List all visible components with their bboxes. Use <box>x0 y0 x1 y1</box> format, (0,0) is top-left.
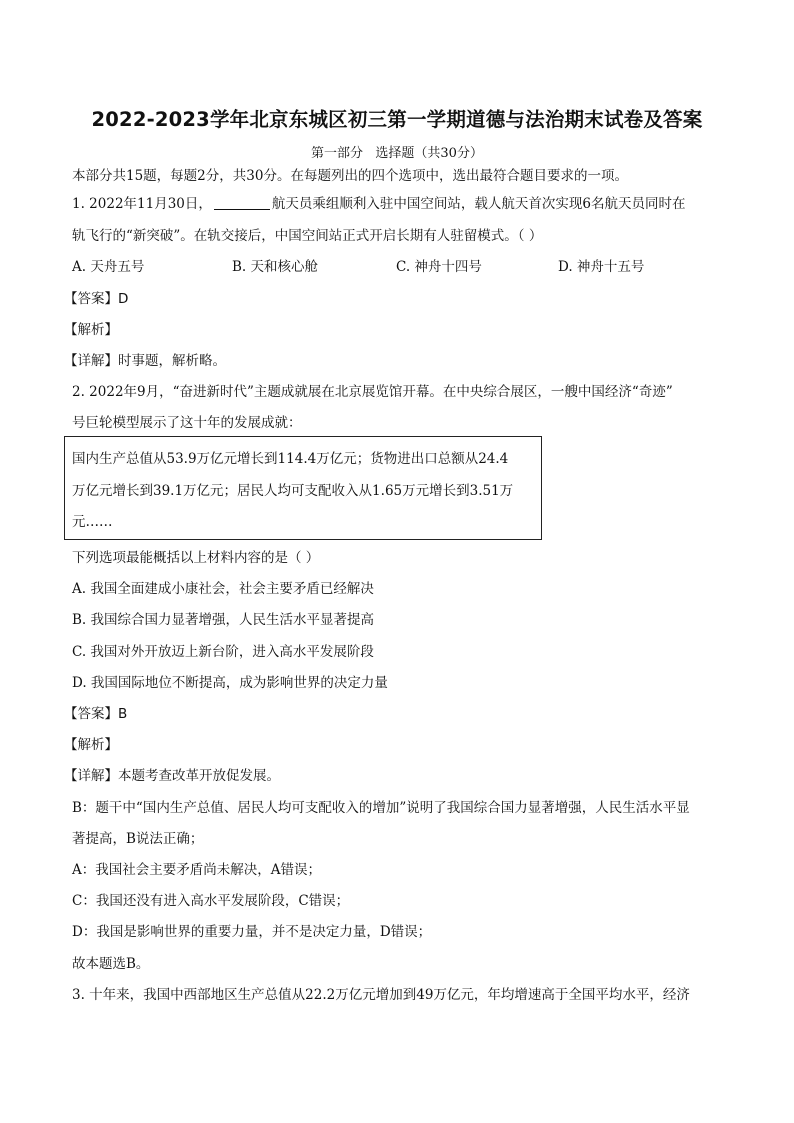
q2-material-line-1: 国内生产总值从53.9万亿元增长到114.4万亿元；货物进出口总额从24.4 <box>72 451 509 467</box>
q2-option-a: A. 我国全面建成小康社会，社会主要矛盾已经解决 <box>72 581 374 597</box>
q3-line-1: 3. 十年来，我国中西部地区生产总值从22.2万亿元增加到49万亿元，年均增速高于全国平均水平，经济 <box>72 987 690 1003</box>
q1-answer-blank <box>214 196 270 210</box>
q2-explain-line-1: B：题干中“国内生产总值、居民人均可支配收入的增加”说明了我国综合国力显著增强，人民生活水平显 <box>72 800 690 816</box>
section-title: 第一部分 选择题（共30分） <box>311 146 483 161</box>
q2-detail: 【详解】本题考查改革开放促发展。 <box>64 768 280 784</box>
q1-option-d: D. 神舟十五号 <box>558 259 645 275</box>
document-title: 2022-2023学年北京东城区初三第一学期道德与法治期末试卷及答案 <box>91 108 703 131</box>
q2-stem: 下列选项最能概括以上材料内容的是（ ） <box>72 550 320 566</box>
section-intro: 本部分共15题，每题2分，共30分。在每题列出的四个选项中，选出最符合题目要求的一项。 <box>72 168 628 184</box>
q1-analysis-label: 【解析】 <box>64 322 118 338</box>
q1-line-2: 轨飞行的“新突破”。在轨交接后，中国空间站正式开启长期有人驻留模式。（ ） <box>72 228 543 244</box>
q1-line-1 <box>72 195 685 213</box>
q2-explain-line-5: D：我国是影响世界的重要力量，并不是决定力量，D错误； <box>72 924 432 940</box>
q2-explain-line-3: A：我国社会主要矛盾尚未解决，A错误； <box>72 862 321 878</box>
q2-line-2: 号巨轮模型展示了这十年的发展成就： <box>72 415 302 431</box>
q2-option-c: C. 我国对外开放迈上新台阶，进入高水平发展阶段 <box>72 644 374 660</box>
q1-option-a: A. 天舟五号 <box>72 259 145 275</box>
q1-detail: 【详解】时事题，解析略。 <box>64 353 226 369</box>
q2-answer: 【答案】B <box>64 706 128 722</box>
q1-option-c: C. 神舟十四号 <box>396 259 482 275</box>
q2-line-1: 2. 2022年9月，“奋进新时代”主题成就展在北京展览馆开幕。在中央综合展区，一艘中国经济“奇迹” <box>72 384 673 400</box>
q2-explain-line-2: 著提高，B说法正确； <box>72 831 204 847</box>
q2-analysis-label: 【解析】 <box>64 737 118 753</box>
q2-material-line-2: 万亿元增长到39.1万亿元；居民人均可支配收入从1.65万元增长到3.51万 <box>72 483 514 499</box>
q1-option-b: B. 天和核心舱 <box>232 259 319 275</box>
q2-material-line-3: 元…… <box>72 514 113 530</box>
q2-explain-line-4: C：我国还没有进入高水平发展阶段，C错误； <box>72 893 350 909</box>
q2-option-b: B. 我国综合国力显著增强，人民生活水平显著提高 <box>72 612 375 628</box>
q1-answer: 【答案】D <box>64 291 129 307</box>
q2-explain-line-6: 故本题选B。 <box>72 956 150 972</box>
q2-option-d: D. 我国国际地位不断提高，成为影响世界的决定力量 <box>72 675 388 691</box>
q1-line-1-pre: 1. 2022年11月30日， <box>72 196 212 212</box>
q1-line-1-post: 航天员乘组顺利入驻中国空间站，载人航天首次实现6名航天员同时在 <box>271 196 686 212</box>
